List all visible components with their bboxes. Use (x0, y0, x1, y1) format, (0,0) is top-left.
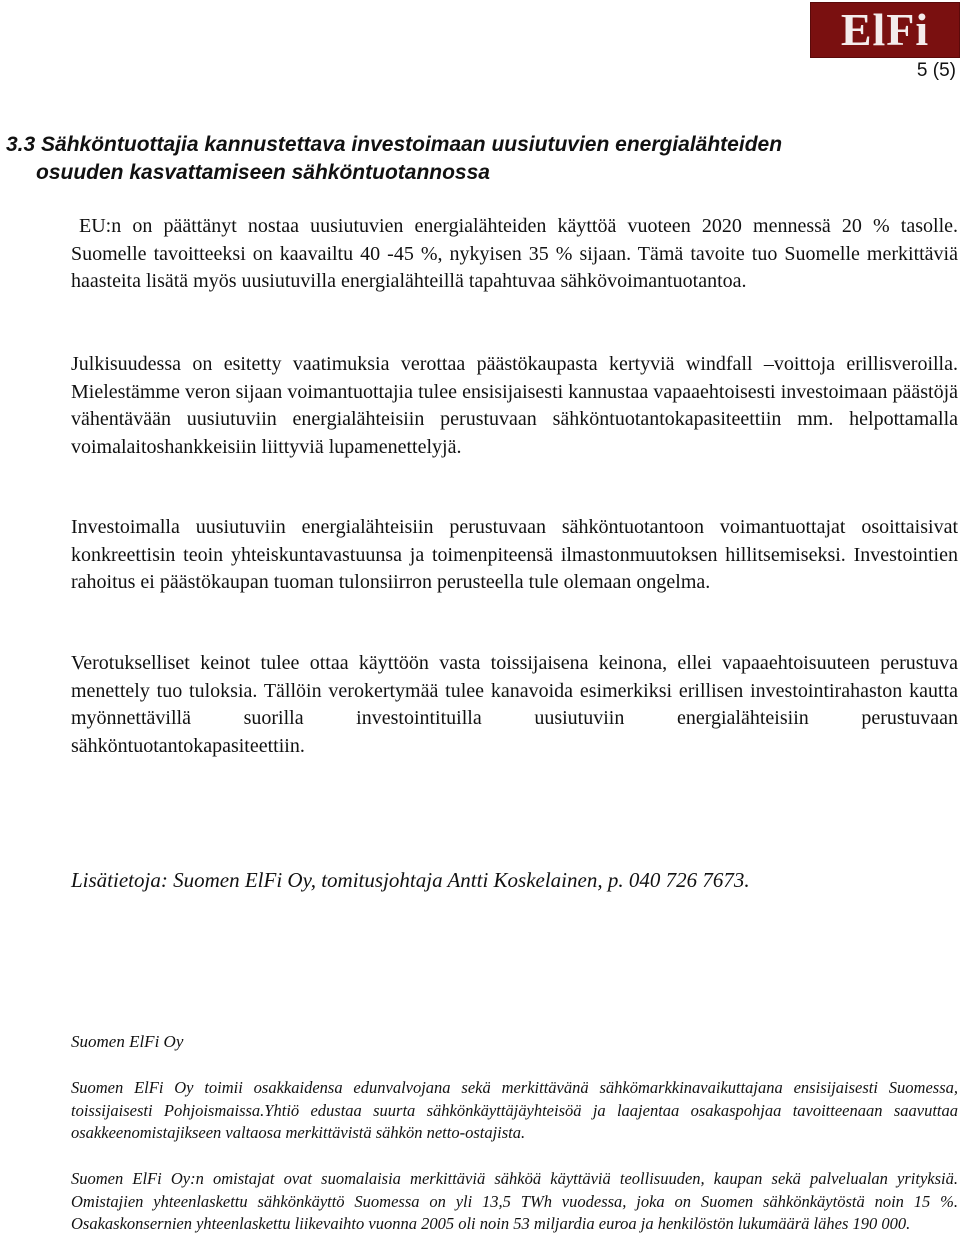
paragraph-investment: Investoimalla uusiutuviin energialähteisiin perustuvaan sähköntuotantoon voimantuottajat osoittaisivat konkreettisin teoin yhteiskuntavastuunsa ja toimenpiteensä ilmastonmuutoksen hillitsemiseksi. Investointien rahoitus ei päästökaupan tuoman tulonsiirron perusteella tule olemaan ongelma. (71, 516, 958, 593)
elfi-logo (810, 2, 960, 58)
paragraph-eu-target: EU:n on päättänyt nostaa uusiutuvien energialähteiden käyttöä vuoteen 2020 mennessä 20 % tasolle. Suomelle tavoitteeksi on kaavailtu 40 -45 %, nykyisen 35 % sijaan. Tämä tavoite tuo Suomelle merkittäviä haasteita lisätä myös uusiutuvilla energialähteillä tapahtuvaa sähkövoimantuotantoa. (71, 215, 958, 292)
footer-owners-description: Suomen ElFi Oy:n omistajat ovat suomalaisia merkittäviä sähköä käyttäviä teollisuuden, kaupan sekä palvelualan yrityksiä. Omistajien yhteenlaskettu sähkönkäyttö Suomessa on yli 13,5 TWh vuodessa, joka on Suomen sähkönkäytöstä noin 15 %. Osakaskonsernien yhteenlaskettu liikevaihto vuonna 2005 oli noin 53 miljardia euroa ja henkilöstön lukumäärä lähes 190 000. (71, 1169, 958, 1233)
logo-text: ElFi (840, 4, 930, 55)
footer-company-title: Suomen ElFi Oy (71, 1032, 184, 1051)
footer-company-description: Suomen ElFi Oy toimii osakkaidensa edunvalvojana sekä merkittävänä sähkömarkkinavaikuttajana ensisijaisesti Suomessa, toissijaisesti Pohjoismaissa.Yhtiö edustaa suurta sähkönkäyttäjäyhteisöä ja laajentaa osakaspohjaa tavoitteenaan saavuttaa osakkeenomistajikseen valtaosa merkittävistä sähkön netto-ostajista. (71, 1078, 958, 1142)
paragraph-windfall-tax: Julkisuudessa on esitetty vaatimuksia verottaa päästökaupasta kertyviä windfall –voittoja erillisveroilla. Mielestämme veron sijaan voimantuottajia tulee ensisijaisesti kannustaa vapaaehtoisesti investoimaan päästöjä vähentävään uusiutuviin energialähteisiin perustuvaan sähköntuotantokapasiteettiin mm. helpottamalla voimalaitoshankkeisiin liittyviä lupamenettelyjä. (71, 353, 958, 458)
section-heading (6, 131, 906, 187)
contact-info: Lisätietoja: Suomen ElFi Oy, tomitusjohtaja Antti Koskelainen, p. 040 726 7673. (71, 868, 750, 892)
heading-line-2: osuuden kasvattamiseen sähköntuotannossa (36, 161, 490, 184)
page-number: 5 (5) (916, 60, 956, 81)
heading-line-1: 3.3 Sähköntuottajia kannustettava investoimaan uusiutuvien energialähteiden (6, 133, 783, 156)
paragraph-taxation: Verotukselliset keinot tulee ottaa käyttöön vasta toissijaisena keinona, ellei vapaaehtoisuuteen perustuva menettely tuo tuloksia. Tällöin verokertymää tulee kanavoida esimerkiksi erillisen investointirahaston kautta myönnettävillä suorilla investointituilla uusiutuviin energialähteisiin perustuvaan sähköntuotantokapasiteettiin. (71, 652, 958, 757)
